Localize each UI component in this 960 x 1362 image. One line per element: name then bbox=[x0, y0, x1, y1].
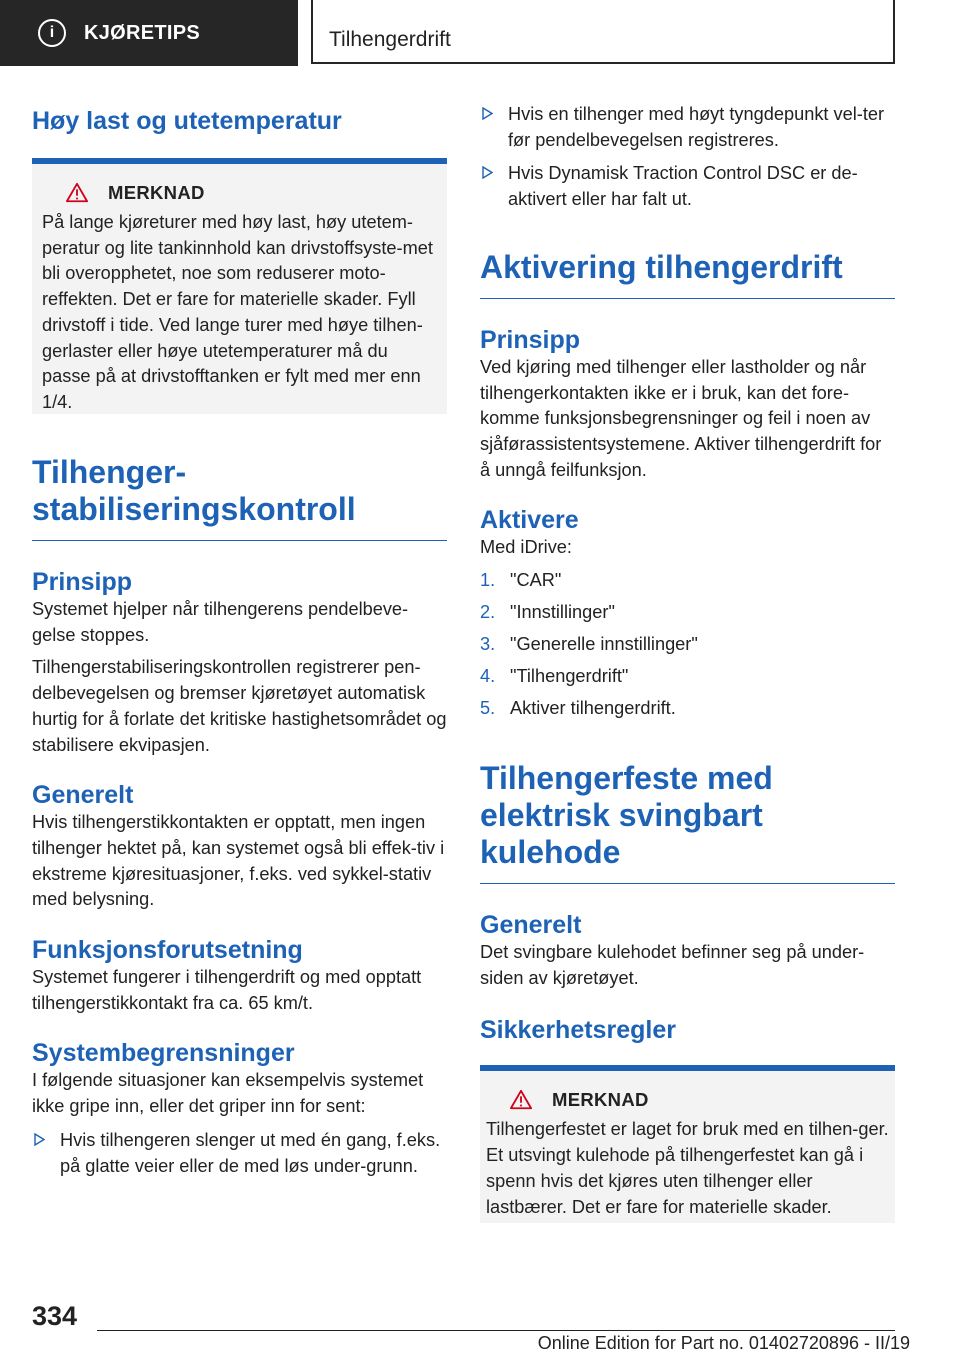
paragraph: I følgende situasjoner kan eksempelvis systemet ikke gripe inn, eller det griper inn for sent: bbox=[32, 1070, 424, 1117]
note-header bbox=[510, 1089, 889, 1111]
heading-requirement: Funksjonsforutsetning bbox=[32, 936, 303, 965]
section-tab bbox=[0, 0, 298, 66]
page-header bbox=[0, 0, 960, 66]
list-item: 2. "Innstillinger" bbox=[480, 601, 615, 622]
paragraph: Hvis tilhengerstikkontakten er opptatt, men ingen tilhenger hektet på, kan systemet også bli effek-tiv i ekstreme kjøresituasjoner, f.eks. ved sykkel-stativ med belysning. bbox=[32, 812, 445, 910]
heading-high-load: Høy last og utetemperatur bbox=[32, 107, 342, 135]
section-label: KJØRETIPS bbox=[84, 21, 201, 44]
warning-triangle-icon bbox=[66, 182, 88, 204]
left-column bbox=[32, 100, 447, 1179]
heading-safety: Sikkerhetsregler bbox=[480, 1016, 676, 1045]
triangle-bullet-icon bbox=[34, 1133, 45, 1146]
heading-limits: Systembegrensninger bbox=[32, 1039, 295, 1068]
heading-general: Generelt bbox=[32, 781, 134, 810]
heading-activate: Aktivere bbox=[480, 506, 579, 535]
bullet-list bbox=[32, 1128, 447, 1179]
warning-triangle-icon bbox=[510, 1089, 532, 1111]
info-circle-icon: i bbox=[38, 19, 66, 47]
heading-trailer-stability bbox=[32, 454, 447, 541]
paragraph: Tilhengerstabiliseringskontrollen registrerer pen-delbevegelsen og bremser kjøretøyet automatisk hurtig for å forlate det kritiske hastighetsområdet og stabilisere ekvipasjen. bbox=[32, 657, 447, 755]
heading-line: Tilhenger- bbox=[32, 454, 187, 490]
list-item: 5. Aktiver tilhengerdrift. bbox=[480, 698, 676, 719]
right-column bbox=[480, 100, 895, 1223]
footer-divider bbox=[97, 1330, 895, 1331]
heading-general: Generelt bbox=[480, 911, 582, 940]
list-item: Hvis Dynamisk Traction Control DSC er de-aktivert eller har falt ut. bbox=[480, 161, 895, 212]
list-item: Hvis tilhengeren slenger ut med én gang, f.eks. på glatte veier eller de med løs under-grunn. bbox=[32, 1128, 447, 1179]
list-item: Hvis en tilhenger med høyt tyngdepunkt vel-ter før pendelbevegelsen registreres. bbox=[480, 102, 895, 153]
note-title: MERKNAD bbox=[552, 1089, 649, 1111]
steps-list bbox=[480, 568, 895, 723]
note-box-high-load bbox=[32, 158, 447, 414]
heading-line: Tilhengerfeste med bbox=[480, 760, 773, 797]
paragraph: Systemet hjelper når tilhengerens pendelbeve-gelse stoppes. bbox=[32, 599, 409, 645]
note-title: MERKNAD bbox=[108, 182, 205, 203]
note-text: Tilhengerfestet er laget for bruk med en tilhen-ger. Et utsvingt kulehode på tilhengerfestet kan gå i spenn hvis det kjøres uten tilhenger eller lastbærer. Det er fare for materielle skader. bbox=[486, 1119, 889, 1217]
triangle-bullet-icon bbox=[482, 166, 493, 179]
heading-line: kulehode bbox=[480, 834, 621, 871]
paragraph: Systemet fungerer i tilhengerdrift og med opptatt tilhengerstikkontakt fra ca. 65 km/t. bbox=[32, 967, 422, 1013]
list-item: 3. "Generelle innstillinger" bbox=[480, 633, 698, 654]
note-box-hitch bbox=[480, 1065, 895, 1223]
edition-text: Online Edition for Part no. 01402720896 - II/19 bbox=[537, 1333, 910, 1353]
bullet-list bbox=[480, 102, 895, 213]
chapter-box bbox=[311, 0, 895, 64]
triangle-bullet-icon bbox=[482, 107, 493, 120]
paragraph: Ved kjøring med tilhenger eller lastholder og når tilhengerkontakten ikke er i bruk, kan det fore-komme funksjonsbegrensninger og feil i noen av sjåførassistentsystemene. Aktiver tilhengerdrift for å unngå feilfunksjon. bbox=[480, 356, 882, 480]
list-item: 4. "Tilhengerdrift" bbox=[480, 666, 629, 687]
note-text: På lange kjøreturer med høy last, høy utetem-peratur og lite tankinnhold kan drivstoffsyste-met bli overopphetet, noe som reduserer moto-reffekten. Det er fare for materielle skader. Fyll drivstoff i tide. Ved lange turer med høye tilhen-gerlaster eller høye utetemperaturer må du passe på at drivstofftanken er fylt med mer enn 1/4. bbox=[42, 212, 433, 412]
heading-principle: Prinsipp bbox=[32, 568, 133, 596]
chapter-title: Tilhengerdrift bbox=[329, 28, 451, 51]
list-item: 1. "CAR" bbox=[480, 569, 562, 590]
heading-trailer-hitch bbox=[480, 760, 895, 884]
page-number: 334 bbox=[32, 1301, 78, 1331]
note-header bbox=[66, 182, 437, 204]
heading-line: elektrisk svingbart bbox=[480, 797, 763, 834]
heading-activate-trailer-mode: Aktivering tilhengerdrift bbox=[480, 249, 895, 299]
heading-principle: Prinsipp bbox=[480, 325, 581, 354]
paragraph: Med iDrive: bbox=[480, 537, 572, 558]
paragraph: Det svingbare kulehodet befinner seg på under-siden av kjøretøyet. bbox=[480, 942, 865, 988]
heading-line: stabiliseringskontroll bbox=[32, 491, 356, 527]
